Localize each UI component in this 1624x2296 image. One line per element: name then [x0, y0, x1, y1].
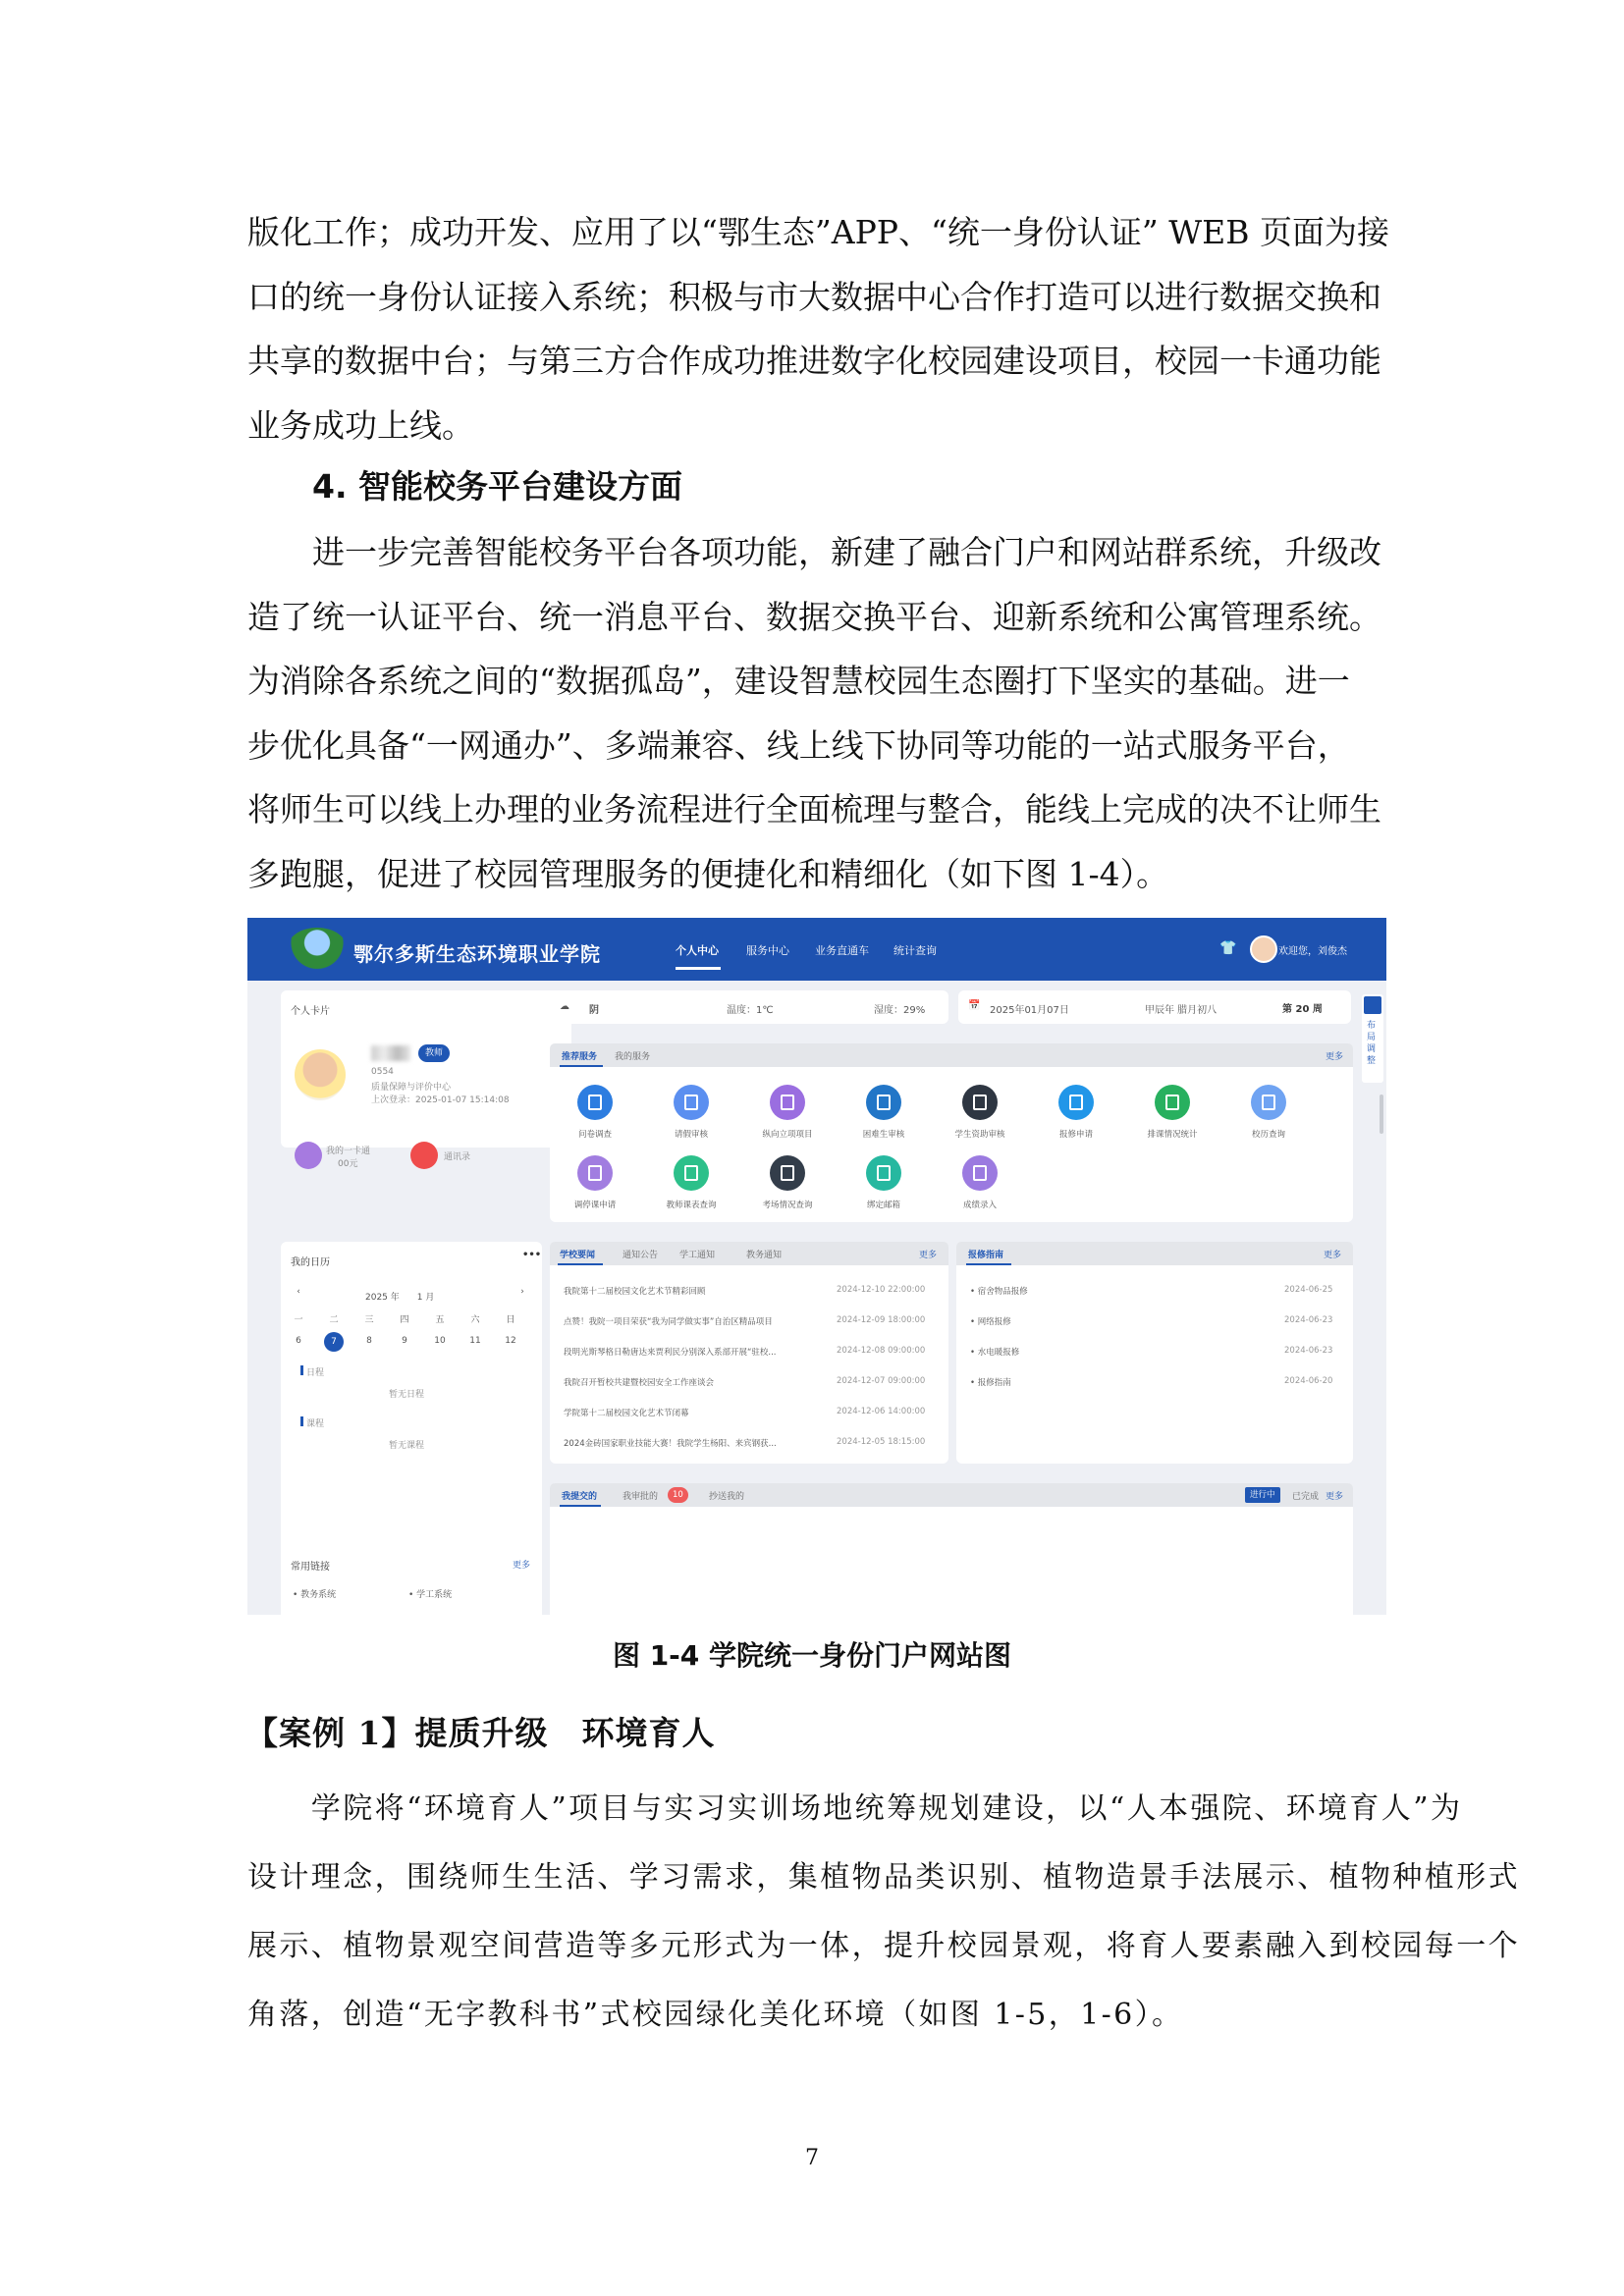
- repair-date: 2024-06-20: [1284, 1376, 1333, 1386]
- welcome-text[interactable]: 欢迎您，刘俊杰: [1278, 946, 1347, 957]
- tab-to-approve[interactable]: 我审批的: [623, 1492, 659, 1502]
- text-line: 多跑腿，促进了校园管理服务的便捷化和精细化（如下图 1-4）。: [247, 854, 1169, 893]
- service-icon: [577, 1085, 613, 1120]
- user-id: 0554: [371, 1067, 394, 1077]
- news-title[interactable]: 我院召开暂校共建暨校园安全工作座谈会: [564, 1378, 715, 1388]
- case-paragraph: [247, 1775, 1520, 2050]
- repair-date: 2024-06-25: [1284, 1285, 1333, 1295]
- text-line: 进一步完善智能校务平台各项功能，新建了融合门户和网站群系统，升级改: [247, 533, 1381, 571]
- user-department: 质量保障与评价中心: [371, 1083, 452, 1093]
- tab-cc-me[interactable]: 抄送我的: [709, 1492, 745, 1502]
- calendar-month: 2025 年 1 月: [365, 1293, 435, 1303]
- news-date: 2024-12-10 22:00:00: [837, 1285, 926, 1295]
- service-icon: [866, 1155, 901, 1191]
- weekday-label: 六: [470, 1315, 480, 1325]
- text-line: 口的统一身份认证接入系统；积极与市大数据中心合作打造可以进行数据交换和: [247, 277, 1381, 316]
- service-icon: [674, 1085, 709, 1120]
- weekday-label: 二: [329, 1315, 339, 1325]
- more-link[interactable]: 更多: [1326, 1052, 1344, 1062]
- calendar-day[interactable]: 11: [469, 1336, 481, 1346]
- service-icon: [674, 1155, 709, 1191]
- tab-notices[interactable]: 通知公告: [623, 1251, 659, 1260]
- section-heading: 4. 智能校务平台建设方面: [312, 467, 682, 506]
- figure-caption: 图 1-4 学院统一身份门户网站图: [612, 1639, 1012, 1672]
- scrollbar[interactable]: [1380, 1095, 1383, 1134]
- services-tabs: [550, 1043, 1353, 1067]
- layout-adjust-button[interactable]: [1362, 994, 1383, 1083]
- tab-underline: [966, 1263, 1011, 1265]
- service-icon: [770, 1085, 805, 1120]
- service-item[interactable]: [658, 1155, 725, 1210]
- weather-bar: [550, 990, 948, 1024]
- service-item[interactable]: [562, 1155, 628, 1210]
- news-date: 2024-12-07 09:00:00: [837, 1376, 926, 1386]
- weekday-label: 日: [506, 1315, 515, 1325]
- workflow-more[interactable]: 更多: [1326, 1492, 1344, 1502]
- service-item[interactable]: [658, 1085, 725, 1140]
- tab-my-services[interactable]: 我的服务: [615, 1052, 651, 1062]
- service-label: 校历查询: [1251, 1130, 1285, 1140]
- news-title[interactable]: 学院第十二届校园文化艺术节闭幕: [564, 1409, 689, 1418]
- tab-repair-guide[interactable]: 报修指南: [968, 1251, 1004, 1260]
- date-bar: [958, 990, 1351, 1024]
- calendar-day[interactable]: 12: [505, 1336, 516, 1346]
- course-marker: [300, 1416, 303, 1426]
- service-icon: [770, 1155, 805, 1191]
- lunar-date: 甲辰年 腊月初八: [1145, 1005, 1218, 1016]
- service-label: 排课情况统计: [1147, 1130, 1198, 1140]
- page-number: 7: [805, 2146, 819, 2170]
- news-title[interactable]: 点赞！我院一项目荣获“我为同学做实事”自治区精品项目: [564, 1317, 773, 1327]
- nav-active-indicator: [676, 967, 721, 970]
- service-label: 请假审核: [674, 1130, 708, 1140]
- service-item[interactable]: [1235, 1085, 1302, 1140]
- calendar-day[interactable]: 9: [402, 1336, 407, 1346]
- service-label: 考场情况查询: [762, 1201, 813, 1210]
- nav-statistics[interactable]: 统计查询: [893, 944, 937, 957]
- shirt-icon[interactable]: 👕: [1219, 940, 1237, 956]
- service-label: 调停课申请: [573, 1201, 617, 1210]
- service-label: 问卷调查: [577, 1130, 612, 1140]
- news-date: 2024-12-09 18:00:00: [837, 1315, 926, 1325]
- service-icon: [1058, 1085, 1094, 1120]
- calendar-day[interactable]: 8: [366, 1336, 372, 1346]
- service-item[interactable]: [1043, 1085, 1110, 1140]
- course-label: 课程: [306, 1419, 325, 1429]
- news-title[interactable]: 2024金砖国家职业技能大赛！我院学生杨阳、来宾钢获...: [564, 1439, 777, 1449]
- links-title: 常用链接: [291, 1562, 330, 1573]
- nav-personal-center[interactable]: 个人中心: [676, 944, 719, 957]
- tab-school-news[interactable]: 学校要闻: [560, 1251, 596, 1260]
- links-more[interactable]: 更多: [513, 1561, 531, 1571]
- text-line: 造了统一认证平台、统一消息平台、数据交换平台、迎新系统和公寓管理系统。: [247, 597, 1381, 636]
- repair-date: 2024-06-23: [1284, 1315, 1333, 1325]
- approval-count-badge: 10: [668, 1487, 688, 1503]
- service-icon: [866, 1085, 901, 1120]
- repair-card: [956, 1242, 1353, 1464]
- workflow-card: [550, 1483, 1353, 1615]
- repair-item[interactable]: • 水电暖报修: [970, 1348, 1020, 1358]
- college-name: 鄂尔多斯生态环境职业学院: [353, 942, 601, 966]
- status-in-progress[interactable]: 进行中: [1245, 1487, 1280, 1503]
- portal-screenshot: [247, 918, 1386, 1615]
- service-label: 绑定邮箱: [866, 1201, 900, 1210]
- calendar-icon: 📅: [968, 1000, 981, 1011]
- news-title[interactable]: 段明光斯琴格日勒唐达来贾利民分别深入系部开展“驻校...: [564, 1348, 777, 1358]
- user-avatar[interactable]: [1250, 935, 1277, 963]
- service-item[interactable]: [1139, 1085, 1206, 1140]
- tab-student-notices[interactable]: 学工通知: [679, 1251, 716, 1260]
- service-icon: [1155, 1085, 1190, 1120]
- news-tabs: [550, 1242, 948, 1265]
- text-line: 为消除各系统之间的“数据孤岛”，建设智慧校园生态圈打下坚实的基础。进一: [247, 662, 1350, 700]
- calendar-today[interactable]: 7: [324, 1332, 344, 1352]
- service-item[interactable]: [562, 1085, 628, 1140]
- cloud-icon: ☁: [560, 1001, 569, 1012]
- link-academic[interactable]: • 教务系统: [293, 1590, 337, 1600]
- blurred-name: [371, 1045, 410, 1061]
- nav-business-express[interactable]: 业务直通车: [815, 944, 869, 957]
- service-item[interactable]: [754, 1155, 821, 1210]
- service-label: 困难生审核: [862, 1130, 905, 1140]
- text-line: 共享的数据中台；与第三方合作成功推进数字化校园建设项目，校园一卡通功能: [247, 342, 1381, 380]
- next-month-icon[interactable]: ›: [520, 1287, 524, 1297]
- repair-item[interactable]: • 报修指南: [970, 1378, 1011, 1388]
- status-completed[interactable]: 已完成: [1292, 1492, 1320, 1502]
- tab-underline: [560, 1065, 603, 1067]
- nav-service-center[interactable]: 服务中心: [746, 944, 789, 957]
- campus-card-label[interactable]: 我的一卡通: [326, 1147, 371, 1156]
- news-date: 2024-12-06 14:00:00: [837, 1407, 926, 1416]
- text-line: 将师生可以线上办理的业务流程进行全面梳理与整合，能线上完成的决不让师生: [247, 790, 1381, 828]
- service-item[interactable]: [850, 1155, 917, 1210]
- weekday-label: 五: [435, 1315, 445, 1325]
- service-item[interactable]: [754, 1085, 821, 1140]
- no-schedule: 暂无日程: [389, 1390, 425, 1400]
- week-number: 第 20 周: [1282, 1004, 1323, 1015]
- avatar: [295, 1049, 346, 1100]
- layout-adjust-label: 布局调整: [1367, 1021, 1377, 1066]
- link-student-affairs[interactable]: • 学工系统: [408, 1590, 453, 1600]
- calendar-card: [281, 1242, 542, 1591]
- text-line: 步优化具备“一网通办”、多端兼容、线上线下协同等功能的一站式服务平台，: [247, 725, 1350, 765]
- service-icon: [962, 1085, 998, 1120]
- weather-condition: 阴: [589, 1005, 599, 1016]
- campus-card-balance: 00元: [338, 1159, 358, 1169]
- news-card: [550, 1242, 948, 1464]
- text-line: 设计理念，围绕师生生活、学习需求，集植物品类识别、植物造景手法展示、植物种植形式: [247, 1860, 1520, 1895]
- last-login: 上次登录：2025-01-07 15:14:08: [371, 1095, 510, 1105]
- repair-item[interactable]: • 宿舍物品报修: [970, 1287, 1028, 1297]
- service-item[interactable]: [947, 1085, 1013, 1140]
- role-badge: 教师: [418, 1044, 450, 1062]
- prev-month-icon[interactable]: ‹: [297, 1287, 300, 1297]
- layout-icon: [1364, 996, 1381, 1014]
- service-item[interactable]: [850, 1085, 917, 1140]
- tab-underline: [558, 1263, 603, 1265]
- repair-tabs: [956, 1242, 1353, 1265]
- text-line: 业务成功上线。: [247, 405, 474, 445]
- top-nav-bar: [247, 918, 1386, 981]
- weekday-label: 一: [294, 1315, 303, 1325]
- news-date: 2024-12-05 18:15:00: [837, 1437, 926, 1447]
- text-line: 展示、植物景观空间营造等多元形式为一体，提升校园景观，将育人要素融入到校园每一个: [247, 1929, 1520, 1963]
- weekday-label: 三: [364, 1315, 374, 1325]
- text-line: 角落，创造“无字教科书”式校园绿化美化环境（如图 1-5，1-6）。: [247, 1998, 1184, 2032]
- repair-item[interactable]: • 网络报修: [970, 1317, 1011, 1327]
- workflow-tabs: [550, 1483, 1353, 1507]
- calendar-day[interactable]: 10: [434, 1336, 446, 1346]
- tab-recommended[interactable]: 推荐服务: [562, 1052, 598, 1062]
- news-more[interactable]: 更多: [919, 1251, 938, 1260]
- contacts-label[interactable]: 通讯录: [444, 1152, 471, 1162]
- tab-submitted[interactable]: 我提交的: [562, 1492, 598, 1502]
- current-date: 2025年01月07日: [990, 1005, 1069, 1016]
- repair-more[interactable]: 更多: [1324, 1251, 1342, 1260]
- news-date: 2024-12-08 09:00:00: [837, 1346, 926, 1356]
- service-label: 报修申请: [1058, 1130, 1093, 1140]
- case-title: 【案例 1】提质升级 环境育人: [245, 1714, 716, 1752]
- news-title[interactable]: 我院第十二届校园文化艺术节精彩回顾: [564, 1287, 706, 1297]
- tab-academic-notices[interactable]: 教务通知: [746, 1251, 783, 1260]
- links-card: [281, 1546, 542, 1615]
- service-icon: [577, 1155, 613, 1191]
- campus-card-icon[interactable]: [295, 1142, 322, 1169]
- service-label: 教师课表查询: [666, 1201, 717, 1210]
- text-line: 版化工作；成功开发、应用了以“鄂生态”APP、“统一身份认证” WEB 页面为接: [247, 213, 1389, 251]
- service-label: 纵向立项项目: [762, 1130, 813, 1140]
- contacts-icon[interactable]: [410, 1142, 438, 1169]
- no-course: 暂无课程: [389, 1441, 425, 1451]
- body-paragraph-1: [247, 200, 1389, 457]
- service-label: 学生资助审核: [954, 1130, 1005, 1140]
- weekday-label: 四: [400, 1315, 409, 1325]
- card-title: 个人卡片: [291, 1006, 330, 1017]
- service-label: 成绩录入: [962, 1201, 997, 1210]
- tab-underline: [560, 1505, 601, 1507]
- more-icon[interactable]: •••: [522, 1250, 542, 1260]
- schedule-label: 日程: [306, 1368, 325, 1378]
- humidity: 湿度：29%: [874, 1005, 926, 1016]
- service-icon: [962, 1155, 998, 1191]
- service-icon: [1251, 1085, 1286, 1120]
- temperature: 温度：1℃: [727, 1005, 774, 1016]
- text-line: 学院将“环境育人”项目与实习实训场地统筹规划建设，以“人本强院、环境育人”为: [247, 1791, 1463, 1826]
- repair-date: 2024-06-23: [1284, 1346, 1333, 1356]
- calendar-day[interactable]: 6: [296, 1336, 301, 1346]
- calendar-title: 我的日历: [291, 1257, 330, 1268]
- body-paragraph-2: [247, 520, 1386, 906]
- services-card: [550, 1043, 1353, 1222]
- schedule-marker: [300, 1365, 303, 1375]
- college-logo: [287, 928, 348, 971]
- service-item[interactable]: [947, 1155, 1013, 1210]
